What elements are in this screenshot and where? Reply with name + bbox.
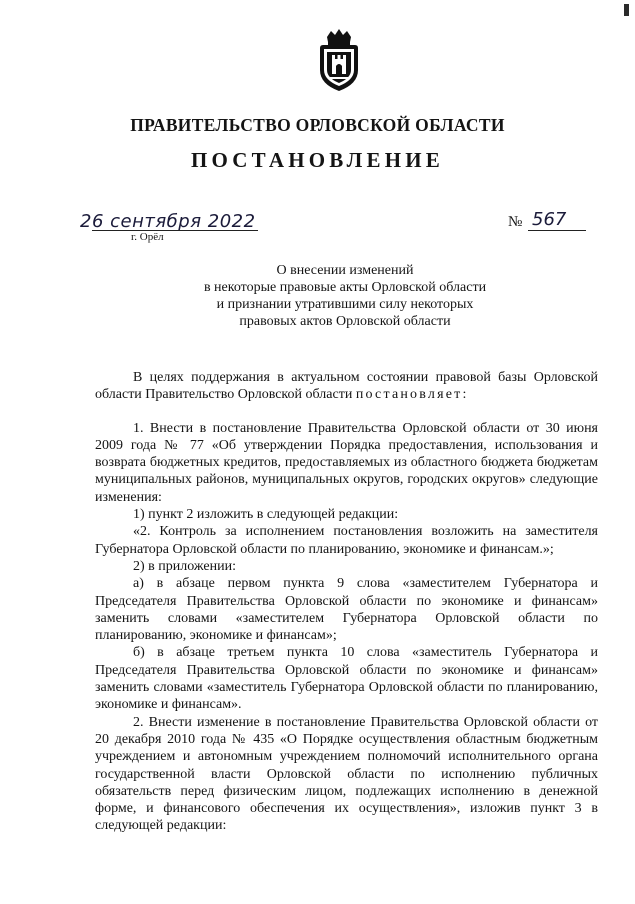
document-subject [150, 262, 540, 330]
subject-line: О внесении изменений [276, 263, 414, 278]
handwritten-number: 567 [532, 209, 567, 230]
decree-word: постановляет: [355, 387, 469, 403]
number-sign: № [508, 214, 523, 230]
preamble-paragraph [95, 369, 598, 404]
item-1-2b-paragraph: б) в абзаце третьем пункта 10 слова «заместитель Губернатора и Председателя Правительства Орловской области по экономике и финансам» заменить словами «заместитель Губернатора Орловской области по планированию, экономике и финансам». [95, 645, 598, 713]
item-1-2-paragraph: 2) в приложении: [133, 558, 236, 574]
subject-line: правовых актов Орловской области [239, 314, 451, 329]
subject-line: в некоторые правовые акты Орловской области [203, 280, 487, 295]
date-underline [92, 230, 258, 231]
preamble-text: В целях поддержания в актуальном состоянии правовой базы Орловской области Правительство Орловской области [95, 370, 598, 403]
handwritten-date: 26 сентября 2022 [80, 211, 256, 232]
document-type: ПОСТАНОВЛЕНИЕ [190, 148, 445, 172]
item-2-paragraph: 2. Внести изменение в постановление Правительства Орловской области от 20 декабря 2010 года № 435 «О Порядке осуществления областным бюджетным учреждением и автономным учреждением полномочий исполнительного органа государственной власти Орловской области по исполнению публичных обязательств перед физическим лицом, подлежащих исполнению в денежной форме, и финансового обеспечения их осуществления», изложив пункт 3 в следующей редакции: [95, 714, 598, 834]
government-title: ПРАВИТЕЛЬСТВО ОРЛОВСКОЙ ОБЛАСТИ [130, 115, 505, 135]
item-1-2a-paragraph: а) в абзаце первом пункта 9 слова «заместителем Губернатора и Председателя Правительства Орловской области по экономике и финансам» заменить словами «заместителем Губернатора Орловской области по планированию, экономике и финансам»; [95, 576, 598, 644]
number-underline [528, 230, 586, 231]
item-1-paragraph: 1. Внести в постановление Правительства Орловской области от 30 июня 2009 года № 77 «Об утверждении Порядка предоставления, использования и возврата бюджетных кредитов, предоставляемых из областного бюджета бюджетам муниципальных районов, муниципальных округов, городских округов» следующие изменения: [95, 420, 598, 505]
coat-of-arms-icon [317, 28, 361, 92]
document-body [95, 369, 598, 835]
item-1-1-paragraph: 1) пункт 2 изложить в следующей редакции: [133, 507, 399, 523]
scan-corner-mark [624, 4, 629, 16]
city-label: г. Орёл [131, 231, 164, 243]
item-1-1-text-paragraph: «2. Контроль за исполнением постановления возложить на заместителя Губернатора Орловской области по планированию, экономике и финансам.»; [95, 524, 598, 557]
subject-line: и признании утратившими силу некоторых [216, 297, 474, 312]
